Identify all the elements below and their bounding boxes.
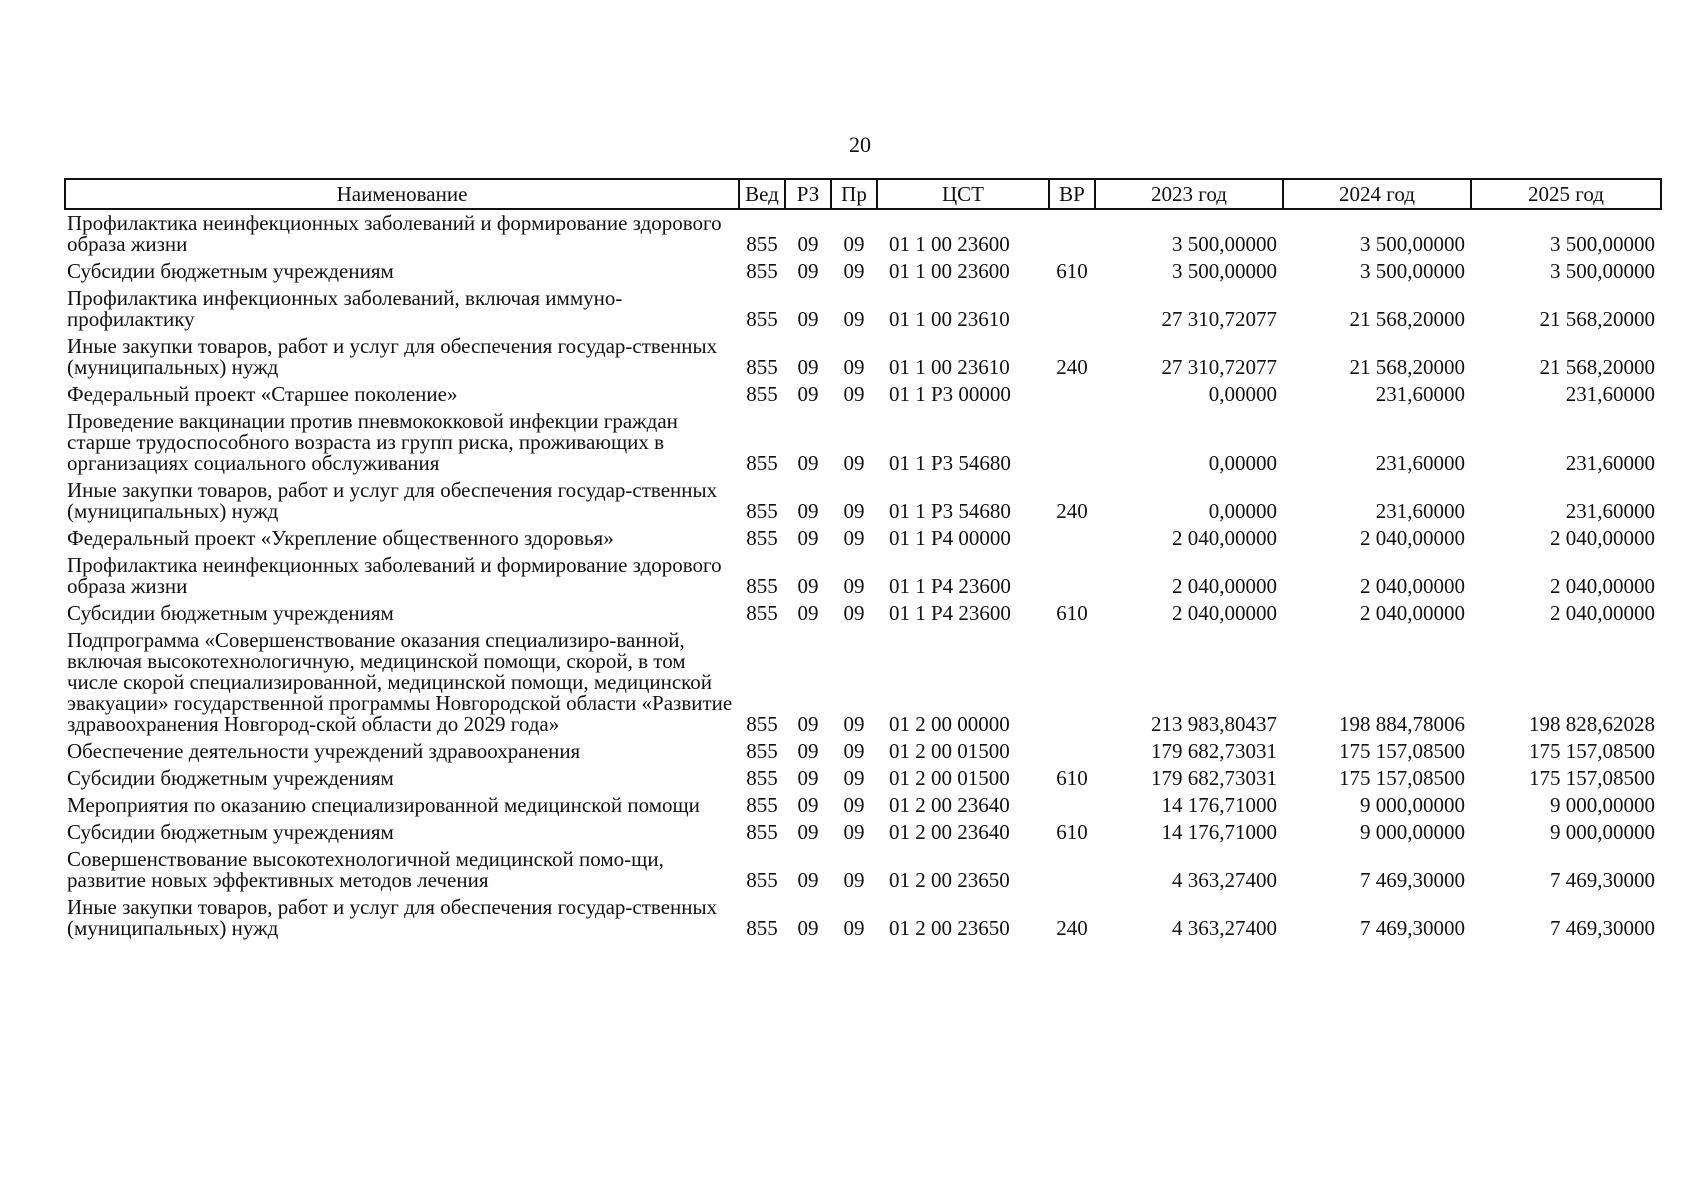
row-name: Федеральный проект «Укрепление общественного здоровья» bbox=[67, 526, 614, 550]
table-row bbox=[65, 381, 1661, 408]
table-row bbox=[65, 600, 1661, 627]
row-amount-2023: 14 176,71000 bbox=[1161, 820, 1277, 844]
row-amount-2023: 0,00000 bbox=[1208, 499, 1277, 523]
row-cst: 01 1 P4 23600 bbox=[889, 601, 1011, 625]
row-ved: 855 bbox=[746, 382, 778, 406]
row-rz: 09 bbox=[797, 232, 819, 256]
table-row bbox=[65, 792, 1661, 819]
row-rz: 09 bbox=[797, 259, 819, 283]
row-vr bbox=[1049, 552, 1095, 600]
row-amount-2023: 213 983,80437 bbox=[1151, 712, 1277, 736]
row-cst: 01 2 00 23650 bbox=[889, 868, 1010, 892]
row-rz: 09 bbox=[797, 307, 819, 331]
row-rz: 09 bbox=[797, 499, 819, 523]
budget-table bbox=[64, 178, 1662, 942]
row-cst: 01 1 P3 54680 bbox=[889, 499, 1011, 523]
row-amount-2025: 9 000,00000 bbox=[1550, 793, 1655, 817]
row-amount-2023: 4 363,27400 bbox=[1172, 916, 1277, 940]
row-amount-2023: 3 500,00000 bbox=[1172, 259, 1277, 283]
row-amount-2024: 9 000,00000 bbox=[1360, 820, 1465, 844]
row-amount-2025: 231,60000 bbox=[1565, 451, 1655, 475]
row-amount-2025: 2 040,00000 bbox=[1550, 601, 1655, 625]
row-amount-2024: 21 568,20000 bbox=[1349, 307, 1465, 331]
table-row bbox=[65, 285, 1661, 333]
row-amount-2025: 175 157,08500 bbox=[1529, 739, 1655, 763]
row-name: Профилактика инфекционных заболеваний, включая иммуно-профилактику bbox=[67, 286, 623, 331]
row-rz: 09 bbox=[797, 574, 819, 598]
table-row bbox=[65, 765, 1661, 792]
row-ved: 855 bbox=[746, 820, 778, 844]
row-rz: 09 bbox=[797, 601, 819, 625]
row-amount-2025: 198 828,62028 bbox=[1529, 712, 1655, 736]
header-rz: РЗ bbox=[785, 179, 831, 209]
table-row bbox=[65, 525, 1661, 552]
row-rz: 09 bbox=[797, 793, 819, 817]
row-cst: 01 1 P4 00000 bbox=[889, 526, 1011, 550]
row-name: Проведение вакцинации против пневмококковой инфекции граждан старше трудоспособного возраста из групп риска, проживающих в организациях социального обслуживания bbox=[67, 409, 678, 475]
row-pr: 09 bbox=[843, 712, 865, 736]
row-name: Совершенствование высокотехнологичной медицинской помо-щи, развитие новых эффективных методов лечения bbox=[67, 847, 664, 892]
row-amount-2025: 231,60000 bbox=[1565, 499, 1655, 523]
row-amount-2023: 179 682,73031 bbox=[1151, 739, 1277, 763]
row-vr: 610 bbox=[1056, 259, 1088, 283]
row-ved: 855 bbox=[746, 232, 778, 256]
row-name: Субсидии бюджетным учреждениям bbox=[67, 601, 394, 625]
row-name: Иные закупки товаров, работ и услуг для обеспечения государ-ственных (муниципальных) нужд bbox=[67, 334, 718, 379]
row-cst: 01 2 00 23650 bbox=[889, 916, 1010, 940]
row-pr: 09 bbox=[843, 739, 865, 763]
table-row bbox=[65, 894, 1661, 942]
row-amount-2025: 7 469,30000 bbox=[1550, 868, 1655, 892]
row-ved: 855 bbox=[746, 574, 778, 598]
header-cst: ЦСТ bbox=[877, 179, 1049, 209]
row-amount-2023: 179 682,73031 bbox=[1151, 766, 1277, 790]
row-cst: 01 2 00 01500 bbox=[889, 739, 1010, 763]
row-vr bbox=[1049, 525, 1095, 552]
table-header-row bbox=[65, 179, 1661, 209]
row-cst: 01 1 P4 23600 bbox=[889, 574, 1011, 598]
header-name: Наименование bbox=[65, 179, 739, 209]
row-amount-2025: 2 040,00000 bbox=[1550, 526, 1655, 550]
row-name: Подпрограмма «Совершенствование оказания специализиро-ванной, включая высокотехнологичную, медицинской помощи, скорой, в том числе скорой специализированной, медицинской помощи, медицинской эвакуации» государственной программы Новгородской области «Развитие здравоохранения Новгород-ской области до 2029 года» bbox=[67, 628, 733, 736]
row-cst: 01 1 P3 54680 bbox=[889, 451, 1011, 475]
row-pr: 09 bbox=[843, 766, 865, 790]
row-ved: 855 bbox=[746, 499, 778, 523]
row-cst: 01 2 00 23640 bbox=[889, 820, 1010, 844]
table-row bbox=[65, 738, 1661, 765]
row-name: Субсидии бюджетным учреждениям bbox=[67, 820, 394, 844]
row-ved: 855 bbox=[746, 259, 778, 283]
row-cst: 01 2 00 23640 bbox=[889, 793, 1010, 817]
row-rz: 09 bbox=[797, 868, 819, 892]
table-row bbox=[65, 408, 1661, 477]
row-name: Иные закупки товаров, работ и услуг для обеспечения государ-ственных (муниципальных) нужд bbox=[67, 895, 718, 940]
row-amount-2024: 198 884,78006 bbox=[1339, 712, 1465, 736]
table-row bbox=[65, 819, 1661, 846]
row-pr: 09 bbox=[843, 916, 865, 940]
row-vr: 240 bbox=[1056, 916, 1088, 940]
row-rz: 09 bbox=[797, 766, 819, 790]
header-ved: Вед bbox=[739, 179, 785, 209]
row-pr: 09 bbox=[843, 307, 865, 331]
row-amount-2024: 2 040,00000 bbox=[1360, 574, 1465, 598]
table-row bbox=[65, 552, 1661, 600]
row-ved: 855 bbox=[746, 307, 778, 331]
row-vr bbox=[1049, 209, 1095, 258]
row-amount-2025: 21 568,20000 bbox=[1539, 307, 1655, 331]
row-vr: 610 bbox=[1056, 766, 1088, 790]
row-vr: 610 bbox=[1056, 820, 1088, 844]
row-ved: 855 bbox=[746, 601, 778, 625]
header-2023: 2023 год bbox=[1095, 179, 1283, 209]
row-vr bbox=[1049, 285, 1095, 333]
row-amount-2023: 27 310,72077 bbox=[1161, 355, 1277, 379]
row-ved: 855 bbox=[746, 526, 778, 550]
row-vr bbox=[1049, 408, 1095, 477]
table-row bbox=[65, 258, 1661, 285]
row-amount-2023: 0,00000 bbox=[1208, 451, 1277, 475]
row-name: Профилактика неинфекционных заболеваний и формирование здорового образа жизни bbox=[67, 553, 722, 598]
row-amount-2024: 3 500,00000 bbox=[1360, 259, 1465, 283]
row-cst: 01 2 00 01500 bbox=[889, 766, 1010, 790]
row-vr bbox=[1049, 381, 1095, 408]
row-name: Обеспечение деятельности учреждений здравоохранения bbox=[67, 739, 581, 763]
row-amount-2024: 231,60000 bbox=[1375, 382, 1465, 406]
row-ved: 855 bbox=[746, 793, 778, 817]
row-pr: 09 bbox=[843, 601, 865, 625]
row-rz: 09 bbox=[797, 355, 819, 379]
row-amount-2023: 2 040,00000 bbox=[1172, 601, 1277, 625]
row-pr: 09 bbox=[843, 499, 865, 523]
row-amount-2025: 21 568,20000 bbox=[1539, 355, 1655, 379]
row-amount-2025: 2 040,00000 bbox=[1550, 574, 1655, 598]
row-ved: 855 bbox=[746, 451, 778, 475]
row-name: Субсидии бюджетным учреждениям bbox=[67, 259, 394, 283]
row-ved: 855 bbox=[746, 739, 778, 763]
row-amount-2023: 4 363,27400 bbox=[1172, 868, 1277, 892]
row-vr bbox=[1049, 792, 1095, 819]
row-amount-2024: 7 469,30000 bbox=[1360, 916, 1465, 940]
row-amount-2025: 3 500,00000 bbox=[1550, 259, 1655, 283]
row-ved: 855 bbox=[746, 868, 778, 892]
row-pr: 09 bbox=[843, 259, 865, 283]
row-amount-2024: 7 469,30000 bbox=[1360, 868, 1465, 892]
row-rz: 09 bbox=[797, 916, 819, 940]
row-vr: 240 bbox=[1056, 355, 1088, 379]
row-vr bbox=[1049, 738, 1095, 765]
row-cst: 01 1 00 23600 bbox=[889, 232, 1010, 256]
row-amount-2023: 2 040,00000 bbox=[1172, 526, 1277, 550]
table-row bbox=[65, 477, 1661, 525]
row-rz: 09 bbox=[797, 382, 819, 406]
row-amount-2024: 9 000,00000 bbox=[1360, 793, 1465, 817]
row-cst: 01 1 00 23610 bbox=[889, 355, 1010, 379]
row-pr: 09 bbox=[843, 451, 865, 475]
row-name: Иные закупки товаров, работ и услуг для обеспечения государ-ственных (муниципальных) нужд bbox=[67, 478, 718, 523]
row-name: Профилактика неинфекционных заболеваний и формирование здорового образа жизни bbox=[67, 211, 722, 256]
row-name: Субсидии бюджетным учреждениям bbox=[67, 766, 394, 790]
row-amount-2024: 231,60000 bbox=[1375, 451, 1465, 475]
row-cst: 01 1 00 23610 bbox=[889, 307, 1010, 331]
row-amount-2024: 175 157,08500 bbox=[1339, 739, 1465, 763]
header-vr: ВР bbox=[1049, 179, 1095, 209]
row-rz: 09 bbox=[797, 526, 819, 550]
row-name: Федеральный проект «Старшее поколение» bbox=[67, 382, 458, 406]
row-vr: 240 bbox=[1056, 499, 1088, 523]
table-row bbox=[65, 209, 1661, 258]
row-vr bbox=[1049, 846, 1095, 894]
row-amount-2025: 3 500,00000 bbox=[1550, 232, 1655, 256]
row-rz: 09 bbox=[797, 451, 819, 475]
header-pr: Пр bbox=[831, 179, 877, 209]
row-amount-2024: 21 568,20000 bbox=[1349, 355, 1465, 379]
row-pr: 09 bbox=[843, 382, 865, 406]
row-name: Мероприятия по оказанию специализированной медицинской помощи bbox=[67, 793, 700, 817]
row-cst: 01 1 P3 00000 bbox=[889, 382, 1011, 406]
row-ved: 855 bbox=[746, 916, 778, 940]
row-amount-2023: 14 176,71000 bbox=[1161, 793, 1277, 817]
row-pr: 09 bbox=[843, 793, 865, 817]
row-ved: 855 bbox=[746, 355, 778, 379]
row-rz: 09 bbox=[797, 820, 819, 844]
row-pr: 09 bbox=[843, 232, 865, 256]
table-body bbox=[65, 209, 1661, 942]
table-row bbox=[65, 333, 1661, 381]
row-amount-2024: 3 500,00000 bbox=[1360, 232, 1465, 256]
table-row bbox=[65, 627, 1661, 738]
header-2025: 2025 год bbox=[1471, 179, 1661, 209]
row-amount-2024: 2 040,00000 bbox=[1360, 601, 1465, 625]
row-ved: 855 bbox=[746, 766, 778, 790]
row-cst: 01 2 00 00000 bbox=[889, 712, 1010, 736]
page-number: 20 bbox=[849, 132, 871, 157]
row-amount-2023: 0,00000 bbox=[1208, 382, 1277, 406]
row-amount-2024: 175 157,08500 bbox=[1339, 766, 1465, 790]
row-pr: 09 bbox=[843, 355, 865, 379]
row-amount-2025: 7 469,30000 bbox=[1550, 916, 1655, 940]
row-pr: 09 bbox=[843, 868, 865, 892]
row-rz: 09 bbox=[797, 712, 819, 736]
row-cst: 01 1 00 23600 bbox=[889, 259, 1010, 283]
row-amount-2025: 175 157,08500 bbox=[1529, 766, 1655, 790]
row-amount-2024: 2 040,00000 bbox=[1360, 526, 1465, 550]
row-rz: 09 bbox=[797, 739, 819, 763]
row-vr: 610 bbox=[1056, 601, 1088, 625]
row-vr bbox=[1049, 627, 1095, 738]
row-amount-2023: 27 310,72077 bbox=[1161, 307, 1277, 331]
row-amount-2024: 231,60000 bbox=[1375, 499, 1465, 523]
row-amount-2023: 3 500,00000 bbox=[1172, 232, 1277, 256]
row-pr: 09 bbox=[843, 574, 865, 598]
row-amount-2023: 2 040,00000 bbox=[1172, 574, 1277, 598]
table-row bbox=[65, 846, 1661, 894]
row-pr: 09 bbox=[843, 526, 865, 550]
row-pr: 09 bbox=[843, 820, 865, 844]
header-2024: 2024 год bbox=[1283, 179, 1471, 209]
row-amount-2025: 9 000,00000 bbox=[1550, 820, 1655, 844]
row-amount-2025: 231,60000 bbox=[1565, 382, 1655, 406]
row-ved: 855 bbox=[746, 712, 778, 736]
